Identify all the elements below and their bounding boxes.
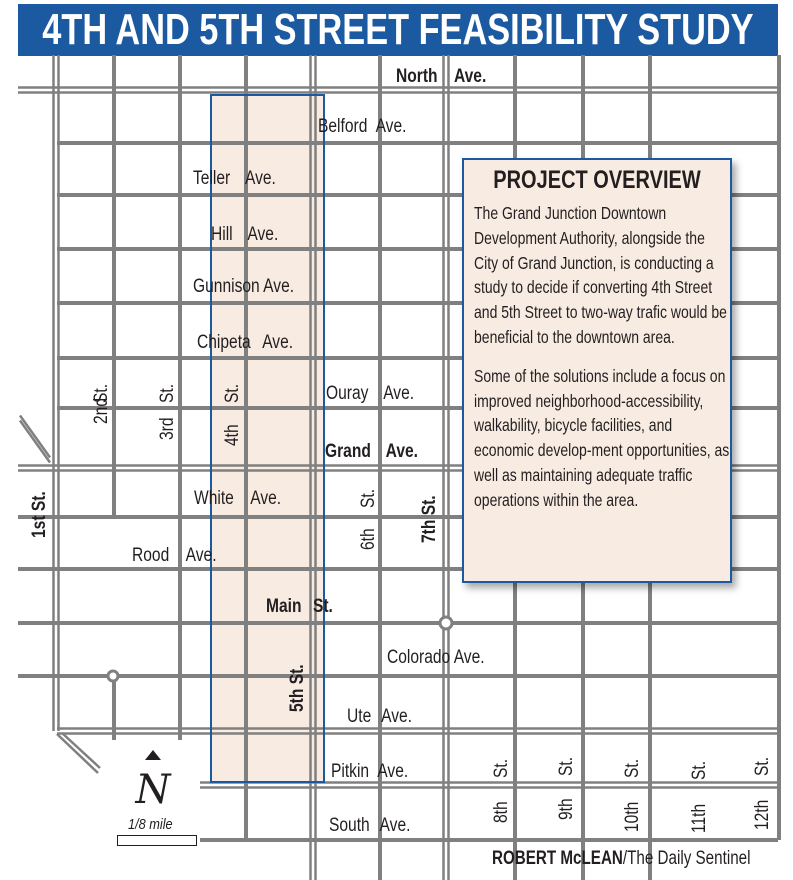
gunnison-ave-label: Gunnison Ave. — [193, 276, 295, 297]
project-overview-box — [462, 158, 732, 583]
credit-source: /The Daily Sentinel — [622, 848, 751, 869]
tenth-st-num-label: 10th — [622, 801, 643, 832]
diagonal-rail-top — [20, 421, 50, 463]
tenth-st-suffix-label: St. — [622, 758, 643, 778]
chipeta-ave-label: Chipeta Ave. — [197, 332, 294, 353]
fourth-st-num-label: 4th — [222, 424, 243, 446]
ninth-st-suffix-label: St. — [556, 756, 577, 776]
intersection-circle — [108, 671, 118, 681]
twelfth-st-suffix-label: St. — [752, 756, 773, 776]
pitkin-ave-label: Pitkin Ave. — [331, 761, 409, 782]
hill-ave-label: Hill Ave. — [211, 224, 279, 245]
scale-bar — [117, 835, 197, 846]
rood-ave-label: Rood Ave. — [132, 545, 217, 566]
sixth-st-num-label: 6th — [358, 528, 379, 550]
overview-paragraph-1: The Grand Junction Downtown Development Authority, alongside the City of Grand Junction, is conducting a study to decide if converting 4th Street and 5th Street to two-way trafic would be beneficial to the downtown area. — [474, 203, 727, 347]
eleventh-st-suffix-label: St. — [689, 760, 710, 780]
north-glyph: N — [135, 767, 171, 808]
sixth-st-suffix-label: St. — [358, 488, 379, 508]
ouray-ave-label: Ouray Ave. — [326, 383, 415, 404]
second-st-num-label: 2nd — [91, 398, 112, 424]
seventh-st-label: 7th St. — [419, 495, 440, 543]
white-ave-label: White Ave. — [194, 488, 282, 509]
north-arrow — [133, 748, 173, 813]
diagonal-rail-bottom — [57, 734, 98, 773]
teller-ave-label: Teller Ave. — [193, 168, 276, 189]
scale-label: 1/8 mile — [128, 816, 173, 833]
overview-paragraph-2: Some of the solutions include a focus on improved neighborhood-accessibility, walkability, bicycle facilities, and economic develop-ment opportunities, as well as maintaining adequate traffic operations within the area. — [474, 365, 730, 510]
main-st-label: Main St. — [266, 596, 333, 617]
ute-ave-label: Ute Ave. — [347, 706, 412, 727]
third-st-suffix-label: St. — [157, 383, 178, 403]
south-ave-label: South Ave. — [329, 815, 411, 836]
colorado-ave-label: Colorado Ave. — [387, 647, 485, 668]
third-st-num-label: 3rd — [157, 417, 178, 440]
first-st-label: 1st St. — [29, 491, 50, 538]
overview-heading: PROJECT OVERVIEW — [493, 166, 701, 194]
eighth-st-num-label: 8th — [491, 801, 512, 823]
page-title: 4TH AND 5TH STREET FEASIBILITY STUDY — [42, 5, 754, 54]
second-st-suffix-label: St. — [91, 383, 112, 403]
credit-line — [492, 848, 750, 870]
ninth-st-num-label: 9th — [556, 798, 577, 820]
grand-ave-label: Grand Ave. — [325, 441, 418, 462]
fourth-st-suffix-label: St. — [222, 383, 243, 403]
north-arrow-icon — [133, 748, 173, 808]
belford-ave-label: Belford Ave. — [318, 116, 407, 137]
twelfth-st-num-label: 12th — [752, 799, 773, 830]
diagonal-rail-top — [20, 416, 50, 458]
eleventh-st-num-label: 11th — [689, 803, 710, 833]
diagonal-rail-bottom — [62, 733, 100, 768]
fifth-st-label: 5th St. — [287, 664, 308, 712]
eighth-st-suffix-label: St. — [491, 758, 512, 778]
credit-author: ROBERT McLEAN — [492, 848, 623, 869]
intersection-circle — [440, 617, 452, 629]
north-ave-label: North Ave. — [396, 66, 487, 87]
